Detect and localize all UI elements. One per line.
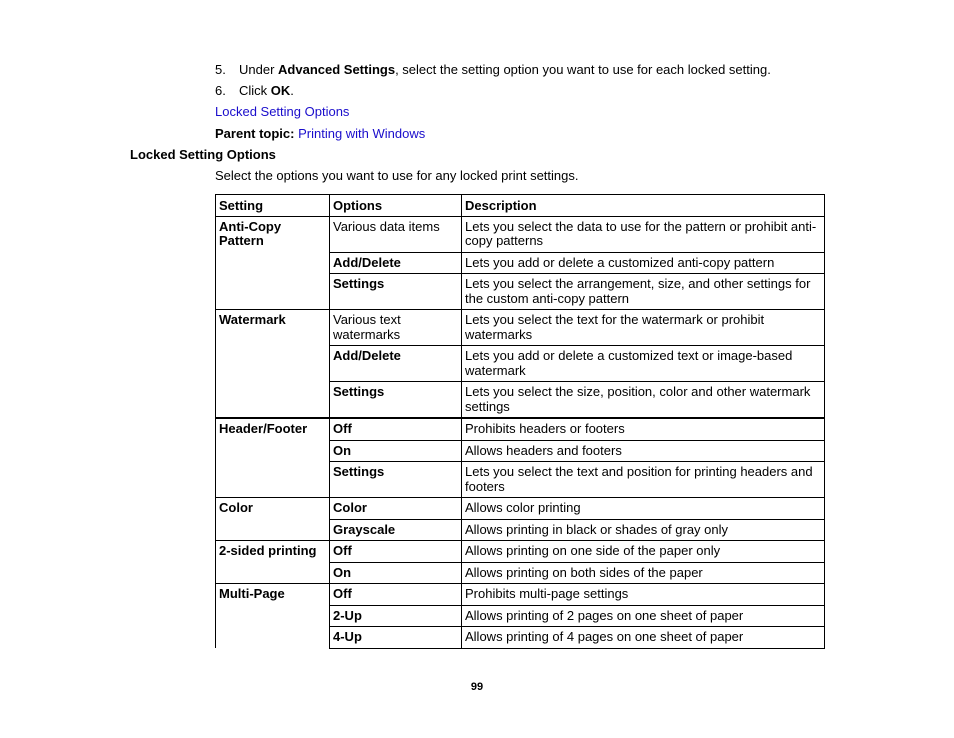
step-5	[215, 62, 771, 77]
step-text: Click	[239, 83, 271, 98]
description-cell: Lets you add or delete a customized anti-copy pattern	[462, 252, 825, 274]
header-description: Description	[462, 195, 825, 217]
step-number: 6.	[215, 83, 226, 98]
option-cell: Settings	[330, 382, 462, 419]
option-cell: 4-Up	[330, 627, 462, 649]
description-cell: Lets you select the size, position, color and other watermark settings	[462, 382, 825, 419]
locked-setting-options-link[interactable]: Locked Setting Options	[215, 104, 350, 119]
locked-settings-table	[215, 194, 825, 649]
option-cell: Add/Delete	[330, 346, 462, 382]
step-6	[215, 83, 294, 98]
parent-topic-label: Parent topic:	[215, 126, 295, 141]
step-number: 5.	[215, 62, 226, 77]
step-text: , select the setting option you want to use for each locked setting.	[395, 62, 771, 77]
description-cell: Allows printing of 4 pages on one sheet of paper	[462, 627, 825, 649]
setting-cell: Color	[216, 498, 330, 541]
setting-cell: Header/Footer	[216, 418, 330, 498]
description-cell: Lets you select the text for the watermark or prohibit watermarks	[462, 310, 825, 346]
table-row	[216, 216, 825, 252]
option-cell: Off	[330, 418, 462, 440]
description-cell: Prohibits headers or footers	[462, 418, 825, 440]
table-row	[216, 584, 825, 606]
setting-cell: Multi-Page	[216, 584, 330, 649]
description-cell: Allows color printing	[462, 498, 825, 520]
printing-with-windows-link[interactable]: Printing with Windows	[298, 126, 426, 141]
option-cell: Grayscale	[330, 519, 462, 541]
header-options: Options	[330, 195, 462, 217]
option-cell: Settings	[330, 462, 462, 498]
description-cell: Allows headers and footers	[462, 440, 825, 462]
option-cell: Off	[330, 541, 462, 563]
option-cell: 2-Up	[330, 605, 462, 627]
description-cell: Lets you add or delete a customized text or image-based watermark	[462, 346, 825, 382]
step-text: Under	[239, 62, 279, 77]
description-cell: Prohibits multi-page settings	[462, 584, 825, 606]
description-cell: Allows printing on both sides of the paper	[462, 562, 825, 584]
option-cell: Add/Delete	[330, 252, 462, 274]
page-number: 99	[470, 681, 484, 693]
option-cell: Off	[330, 584, 462, 606]
table-row	[216, 310, 825, 346]
step-bold-text: Advanced Settings	[278, 62, 396, 77]
description-cell: Allows printing of 2 pages on one sheet of paper	[462, 605, 825, 627]
step-text: .	[290, 83, 294, 98]
setting-cell: Watermark	[216, 310, 330, 419]
description-cell: Allows printing in black or shades of gray only	[462, 519, 825, 541]
description-cell: Lets you select the data to use for the pattern or prohibit anti-copy patterns	[462, 216, 825, 252]
parent-topic	[215, 126, 425, 141]
description-cell: Allows printing on one side of the paper only	[462, 541, 825, 563]
option-cell: On	[330, 440, 462, 462]
option-cell: Various text watermarks	[330, 310, 462, 346]
option-cell: Settings	[330, 274, 462, 310]
option-cell: Color	[330, 498, 462, 520]
option-cell: On	[330, 562, 462, 584]
description-cell: Lets you select the arrangement, size, and other settings for the custom anti-copy pattern	[462, 274, 825, 310]
step-bold-text: OK	[270, 83, 291, 98]
table-row	[216, 498, 825, 520]
intro-text: Select the options you want to use for any locked print settings.	[215, 168, 579, 183]
setting-cell: 2-sided printing	[216, 541, 330, 584]
table-row	[216, 418, 825, 440]
table-row	[216, 541, 825, 563]
setting-cell: Anti-Copy Pattern	[216, 216, 330, 310]
option-cell: Various data items	[330, 216, 462, 252]
section-title: Locked Setting Options	[130, 147, 276, 162]
header-setting: Setting	[216, 195, 330, 217]
description-cell: Lets you select the text and position for printing headers and footers	[462, 462, 825, 498]
table-header-row	[216, 195, 825, 217]
